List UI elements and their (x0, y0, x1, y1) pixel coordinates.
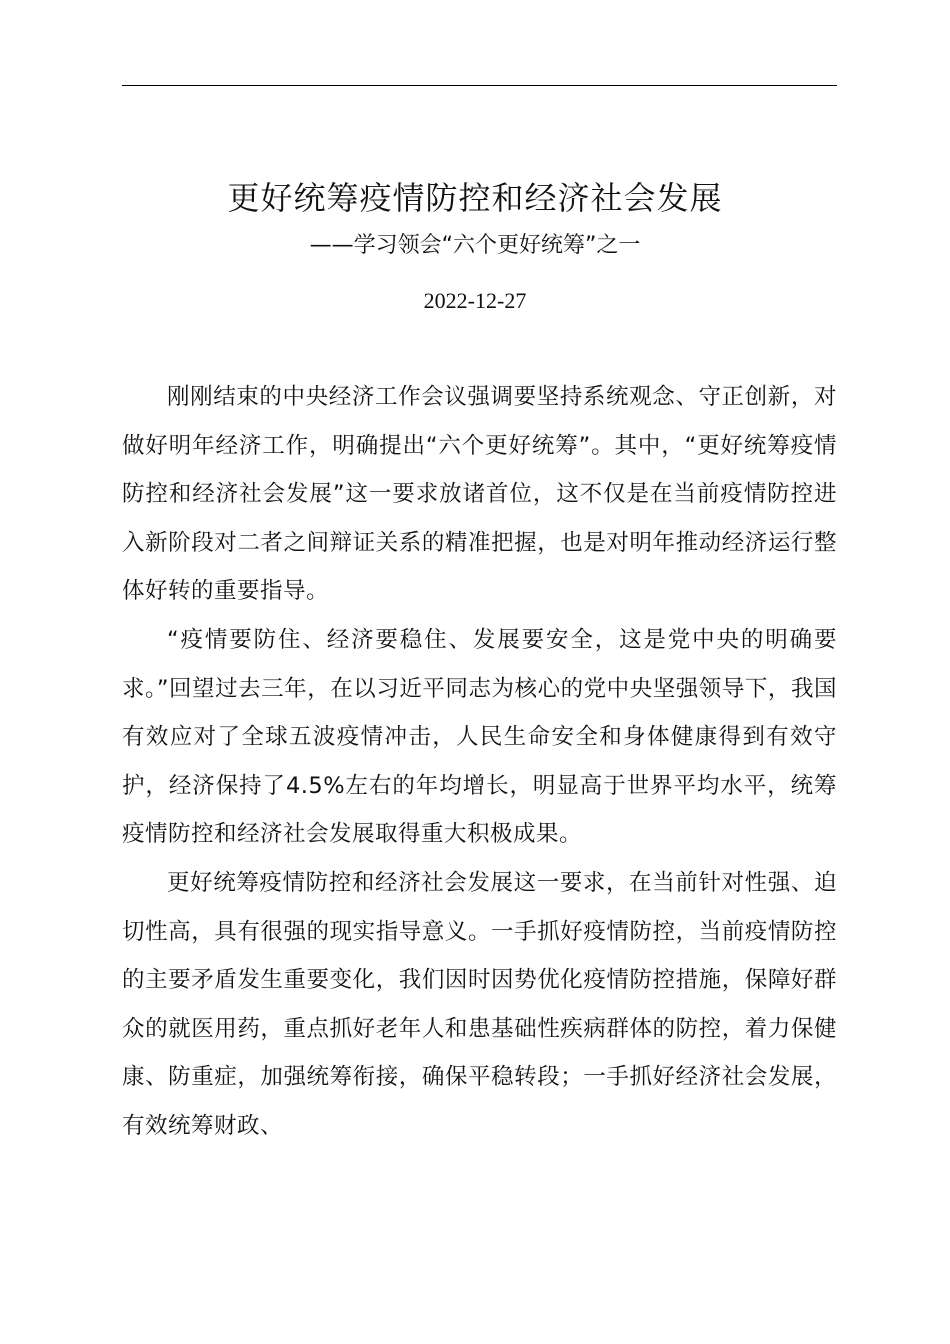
document-title: 更好统筹疫情防控和经济社会发展 (227, 179, 723, 217)
paragraph-1: 刚刚结束的中央经济工作会议强调要坚持系统观念、守正创新，对做好明年经济工作，明确提出“六个更好统筹”。其中，“更好统筹疫情防控和经济社会发展”这一要求放诸首位，这不仅是在当前疫情防控进入新阶段对二者之间辩证关系的精准把握，也是对明年推动经济运行整体好转的重要指导。 (122, 384, 837, 605)
document-date: 2022-12-27 (423, 288, 527, 313)
header-rule (122, 85, 837, 86)
document-body (122, 373, 837, 1151)
document-subtitle: ——学习领会“六个更好统筹”之一 (309, 233, 641, 258)
paragraph-3: 更好统筹疫情防控和经济社会发展这一要求，在当前针对性强、迫切性高，具有很强的现实指导意义。一手抓好疫情防控，当前疫情防控的主要矛盾发生重要变化，我们因时因势优化疫情防控措施，保障好群众的就医用药，重点抓好老年人和患基础性疾病群体的防控，着力保健康、防重症，加强统筹衔接，确保平稳转段；一手抓好经济社会发展，有效统筹财政、 (122, 869, 837, 1139)
paragraph-2: “疫情要防住、经济要稳住、发展要安全，这是党中央的明确要求。”回望过去三年，在以习近平同志为核心的党中央坚强领导下，我国有效应对了全球五波疫情冲击，人民生命安全和身体健康得到有效守护，经济保持了4.5%左右的年均增长，明显高于世界平均水平，统筹疫情防控和经济社会发展取得重大积极成果。 (122, 626, 837, 848)
